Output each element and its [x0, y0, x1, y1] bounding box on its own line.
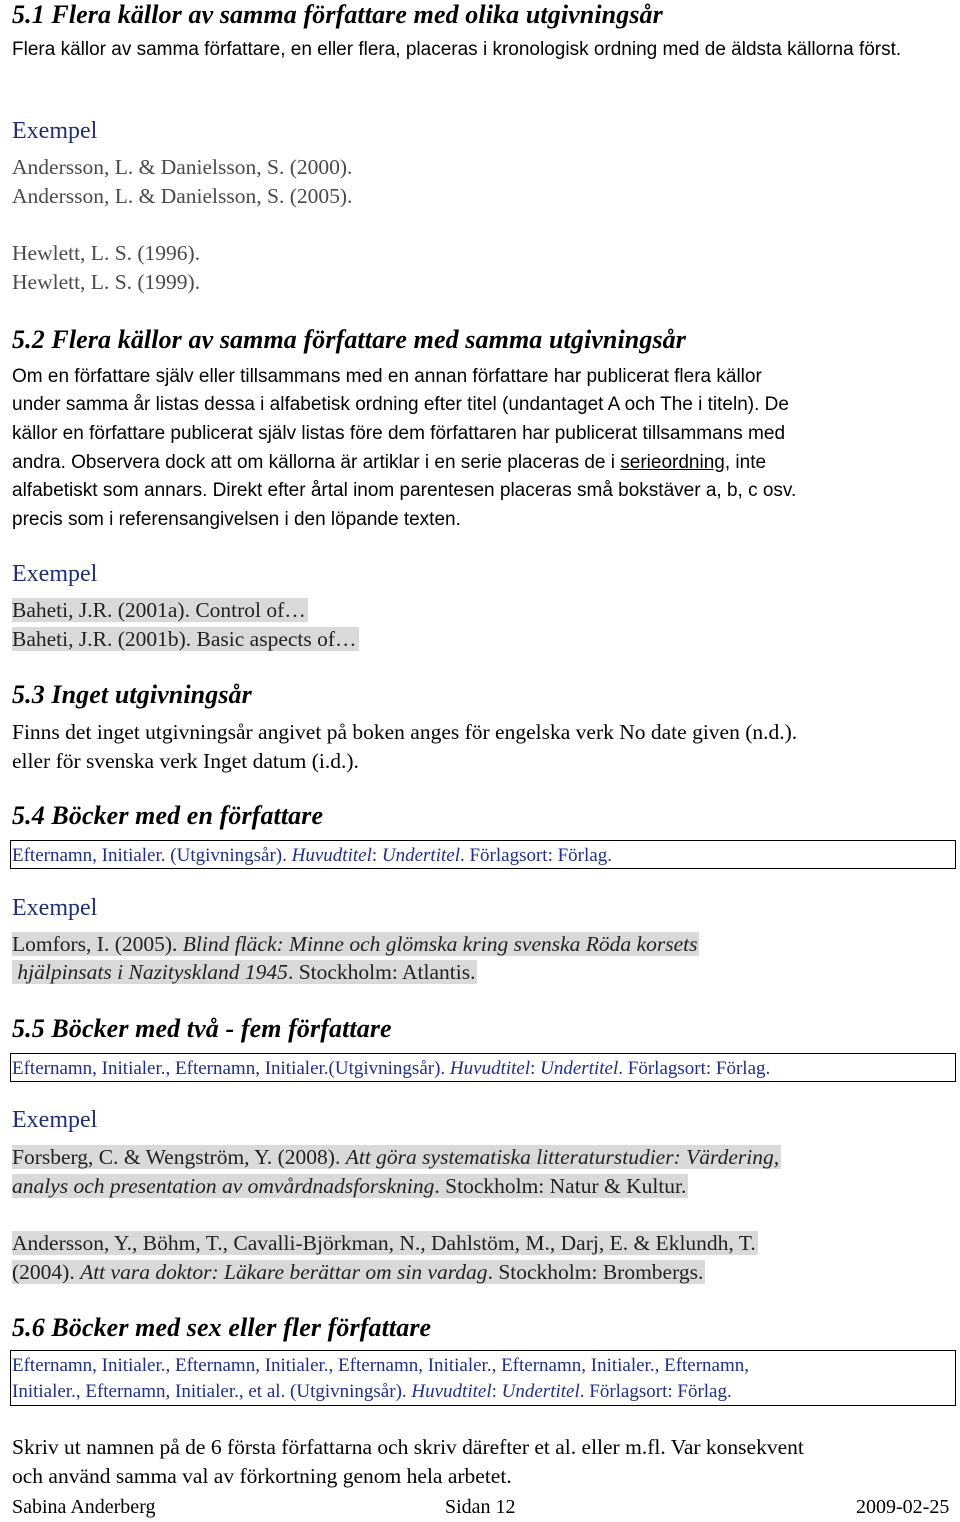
paragraph-line: Finns det inget utgivningsår angivet på boken anges för engelska verk No date given (n.d.).	[12, 720, 798, 744]
example-label: Exempel	[12, 1107, 98, 1133]
reference-item: Baheti, J.R. (2001a). Control of…	[12, 598, 306, 622]
reference-item: (2004). Att vara doktor: Läkare berättar om sin vardag. Stockholm: Brombergs.	[12, 1260, 704, 1284]
reference-format-box: Efternamn, Initialer., Efternamn, Initialer., Efternamn, Initialer., Efternamn, Initialer., Efternamn, Initialer., Efternamn, Initialer., et al. (Utgivningsår). Huvudtitel: Undertitel. Förlagsort: Förlag.	[10, 1350, 956, 1406]
paragraph-text: , inte	[724, 452, 767, 473]
reference-item: Andersson, L. & Danielsson, S. (2005).	[12, 184, 353, 208]
paragraph-line: under samma år listas dessa i alfabetisk ordning efter titel (undantaget A och The i titeln). De	[12, 394, 789, 415]
paragraph-line: alfabetiskt som annars. Direkt efter årtal inom parentesen placeras små bokstäver a, b, c osv.	[12, 480, 797, 501]
reference-format-box: Efternamn, Initialer. (Utgivningsår). Huvudtitel: Undertitel. Förlagsort: Förlag.	[10, 840, 956, 869]
section-heading-5-5: 5.5 Böcker med två - fem författare	[12, 1014, 392, 1043]
paragraph-line: eller för svenska verk Inget datum (i.d.).	[12, 749, 359, 773]
paragraph-line	[12, 449, 766, 478]
underlined-term: serieordning	[620, 452, 725, 473]
example-label: Exempel	[12, 561, 98, 587]
footer-page-number: Sidan 12	[445, 1496, 516, 1518]
paragraph-line: Skriv ut namnen på de 6 första författarna och skriv därefter et al. eller m.fl. Var konsekvent	[12, 1435, 804, 1459]
paragraph-line: precis som i referensangivelsen i den löpande texten.	[12, 509, 461, 530]
reference-item: Andersson, Y., Böhm, T., Cavalli-Björkman, N., Dahlstöm, M., Darj, E. & Eklundh, T.	[12, 1231, 756, 1255]
paragraph-line: källor en författare publicerat själv listas före dem författaren har publicerat tillsammans med	[12, 423, 786, 444]
paragraph-line: Om en författare själv eller tillsammans med en annan författare har publicerat flera källor	[12, 366, 762, 387]
section-heading-5-3: 5.3 Inget utgivningsår	[12, 680, 252, 709]
reference-item: Lomfors, I. (2005). Blind fläck: Minne och glömska kring svenska Röda korsets	[12, 932, 698, 956]
section-heading-5-4: 5.4 Böcker med en författare	[12, 801, 324, 830]
footer-author: Sabina Anderberg	[12, 1496, 156, 1518]
section-heading-5-6: 5.6 Böcker med sex eller fler författare	[12, 1313, 432, 1342]
reference-item: hjälpinsats i Nazityskland 1945. Stockholm: Atlantis.	[12, 958, 477, 987]
reference-item: Forsberg, C. & Wengström, Y. (2008). Att göra systematiska litteraturstudier: Värdering,	[12, 1145, 780, 1169]
example-label: Exempel	[12, 895, 98, 921]
reference-format-box: Efternamn, Initialer., Efternamn, Initialer.(Utgivningsår). Huvudtitel: Undertitel. Förlagsort: Förlag.	[10, 1053, 956, 1082]
reference-item: Andersson, L. & Danielsson, S. (2000).	[12, 155, 353, 179]
reference-item: Baheti, J.R. (2001b). Basic aspects of…	[12, 627, 357, 651]
paragraph-5-1: Flera källor av samma författare, en eller flera, placeras i kronologisk ordning med de äldsta källorna först.	[12, 39, 902, 60]
reference-item: Hewlett, L. S. (1999).	[12, 270, 201, 294]
section-heading-5-2: 5.2 Flera källor av samma författare med samma utgivningsår	[12, 325, 686, 354]
reference-item: analys och presentation av omvårdnadsforskning. Stockholm: Natur & Kultur.	[12, 1174, 687, 1198]
reference-item: Hewlett, L. S. (1996).	[12, 241, 201, 265]
example-label: Exempel	[12, 118, 98, 144]
paragraph-line: och använd samma val av förkortning genom hela arbetet.	[12, 1464, 512, 1488]
section-heading-5-1: 5.1 Flera källor av samma författare med olika utgivningsår	[12, 0, 663, 29]
paragraph-text: andra. Observera dock att om källorna är artiklar i en serie placeras de i	[12, 452, 621, 473]
footer-date: 2009-02-25	[856, 1496, 950, 1518]
